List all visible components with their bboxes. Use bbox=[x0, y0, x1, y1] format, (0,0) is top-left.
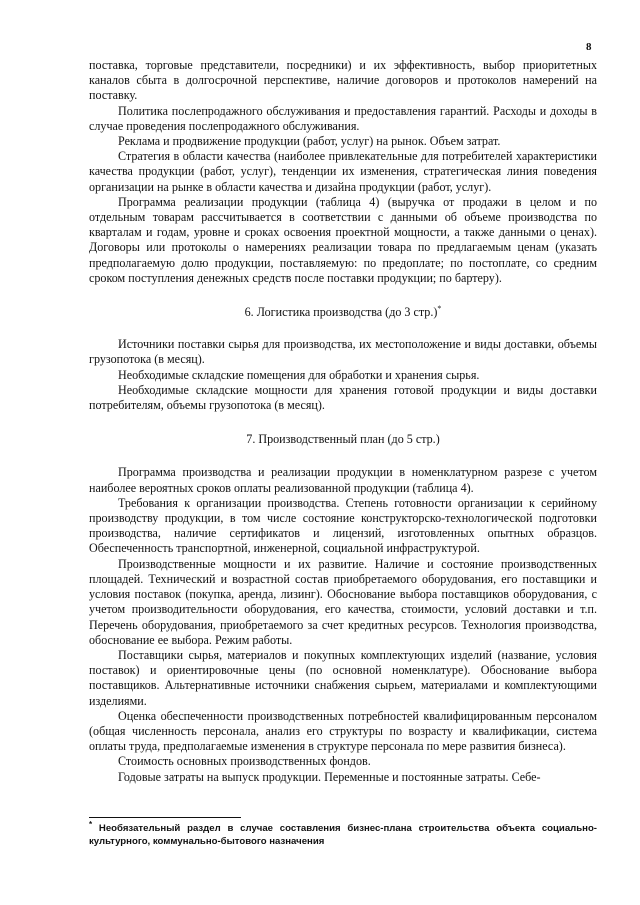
footnote bbox=[89, 819, 597, 848]
section-7-heading: 7. Производственный план (до 5 стр.) bbox=[246, 432, 440, 447]
paragraph: Политика послепродажного обслуживания и предоставления гарантий. Расходы и доходы в случае проведения послепродажного обслуживания. bbox=[89, 103, 597, 133]
paragraph: Стоимость основных производственных фондов. bbox=[118, 754, 371, 769]
section-6-heading bbox=[89, 305, 597, 320]
paragraph: Источники поставки сырья для производства, их местоположение и виды доставки, объемы грузопотока (в месяц). bbox=[89, 337, 597, 367]
paragraph: поставка, торговые представители, посредники) и их эффективность, выбор приоритетных каналов сбыта в долгосрочной перспективе, наличие договоров и протоколов намерений на поставку. bbox=[89, 58, 597, 103]
paragraph: Производственные мощности и их развитие. Наличие и состояние производственных площадей. Технический и возрастной состав приобретаемого оборудования, его поставщики и условия поставок (покупка, аренда, лизинг). Обоснование выбора поставщиков оборудования, с учетом производительности оборудования, его качества, стоимости, условий доставки и т.п. Перечень оборудования, приобретаемого за счет кредитных ресурсов. Технология производства, обоснование ее выбора. Режим работы. bbox=[89, 556, 597, 647]
footnote-text: Необязательный раздел в случае составления бизнес-плана строительства объекта социально-культурного, коммунально-бытового назначения bbox=[89, 823, 597, 847]
paragraph: Программа реализации продукции (таблица 4) (выручка от продажи в целом и по отдельным товарам рассчитывается в соответствии с данными об объеме производства по кварталам и годам, уровне и сроках освоения проектной мощности, а также данными о ценах). Договоры или протоколы о намерениях реализации товара по предлагаемым ценам (указать предполагаемую долю продукции, поставляемую: по предоплате; по постоплате, со средним сроком поступления денежных средств после поставки продукции; по бартеру). bbox=[89, 194, 597, 285]
paragraph: Стратегия в области качества (наиболее привлекательные для потребителей характеристики качества продукции (работ, услуг), тенденции их изменения, стратегическая линия поведения организации на рынке в области качества и дизайна продукции (работ, услуг). bbox=[89, 149, 597, 194]
footnote-marker: * bbox=[437, 304, 442, 314]
section-6-title: 6. Логистика производства (до 3 стр.) bbox=[244, 305, 438, 320]
paragraph: Оценка обеспеченности производственных потребностей квалифицированным персоналом (общая численность персонала, анализ его структуры по возрасту и квалификации, система оплаты труда, предполагаемые изменения в структуре персонала по мере развития бизнеса). bbox=[89, 708, 597, 754]
footnote-marker: * bbox=[89, 819, 93, 829]
paragraph: Требования к организации производства. Степень готовности организации к серийному производству продукции, в том числе состояние конструкторско-технологической подготовки производства, наличие сертификатов и лицензий, изготовленных опытных образцов. Обеспеченность транспортной, инженерной, социальной инфраструктурой. bbox=[89, 495, 597, 556]
paragraph: Необходимые складские мощности для хранения готовой продукции и виды доставки потребителям, объемы грузопотока (в месяц). bbox=[89, 382, 597, 413]
footnote-divider bbox=[89, 817, 241, 818]
paragraph: Программа производства и реализации продукции в номенклатурном разрезе с учетом наиболее вероятных сроков оплаты реализованной продукции (таблица 4). bbox=[89, 465, 597, 495]
paragraph: Реклама и продвижение продукции (работ, услуг) на рынок. Объем затрат. bbox=[118, 134, 501, 149]
page-body bbox=[89, 58, 597, 785]
paragraph: Необходимые складские помещения для обработки и хранения сырья. bbox=[118, 367, 480, 382]
paragraph: Годовые затраты на выпуск продукции. Переменные и постоянные затраты. Себе- bbox=[118, 769, 541, 784]
paragraph: Поставщики сырья, материалов и покупных комплектующих изделий (название, условия поставок) и ориентировочные цены (по основной номенклатуре). Обоснование выбора поставщиков. Альтернативные источники снабжения сырьем, материалами и комплектующими изделиями. bbox=[89, 647, 597, 708]
page-number: 8 bbox=[586, 41, 592, 53]
